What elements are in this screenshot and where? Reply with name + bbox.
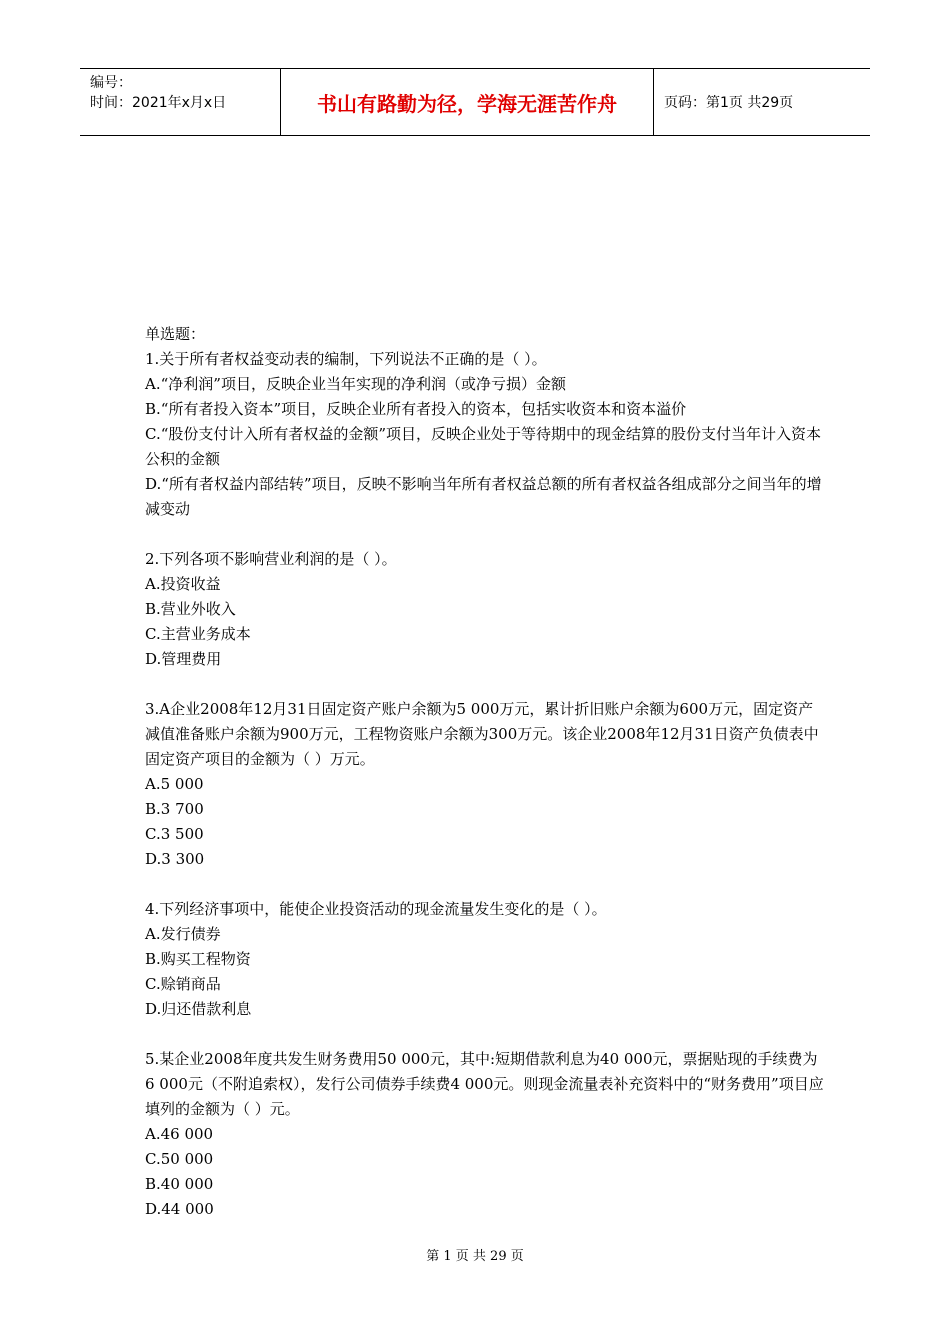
question-option: D.归还借款利息 [145,1000,252,1018]
header-meta [80,69,281,135]
question-3 [145,697,825,872]
document-body [145,322,825,1247]
question-option: A.5 000 [145,775,204,793]
question-5 [145,1047,825,1222]
question-list [145,347,825,1222]
question-option: B.营业外收入 [145,600,236,618]
time-label: 时间：2021年x月x日 [90,95,227,111]
question-option: A.发行债券 [145,925,221,943]
question-stem: 3.A企业2008年12月31日固定资产账户余额为5 000万元，累计折旧账户余额为600万元，固定资产减值准备账户余额为900万元，工程物资账户余额为300万元。该企业2008年12月31日资产负债表中固定资产项目的金额为（ ）万元。 [145,700,819,768]
question-stem: 5.某企业2008年度共发生财务费用50 000元，其中:短期借款利息为40 000元，票据贴现的手续费为6 000元（不附追索权），发行公司债券手续费4 000元。则现金流量表补充资料中的“财务费用”项目应填列的金额为（ ）元。 [145,1050,824,1118]
question-option: C.3 500 [145,825,204,843]
question-option: C.50 000 [145,1150,214,1168]
question-option: B.购买工程物资 [145,950,251,968]
question-stem: 4.下列经济事项中，能使企业投资活动的现金流量发生变化的是（ ）。 [145,900,607,918]
header-motto: 书山有路勤为径，学海无涯苦作舟 [281,69,654,135]
question-option: B.3 700 [145,800,204,818]
section-title: 单选题： [145,325,206,343]
question-option: D.“所有者权益内部结转”项目，反映不影响当年所有者权益总额的所有者权益各组成部分之间当年的增减变动 [145,475,822,518]
question-4 [145,897,825,1022]
question-1 [145,347,825,522]
question-2 [145,547,825,672]
question-stem: 2.下列各项不影响营业利润的是（ ）。 [145,550,397,568]
question-option: B.40 000 [145,1175,214,1193]
question-option: D.44 000 [145,1200,214,1218]
number-label: 编号： [90,75,132,91]
page-footer: 第 1 页 共 29 页 [426,1249,524,1264]
question-option: A.“净利润”项目，反映企业当年实现的净利润（或净亏损）金额 [145,375,566,393]
question-option: D.管理费用 [145,650,222,668]
question-option: C.主营业务成本 [145,625,251,643]
question-option: C.“股份支付计入所有者权益的金额”项目，反映企业处于等待期中的现金结算的股份支付当年计入资本公积的金额 [145,425,822,468]
header-page-info: 页码：第1页 共29页 [664,95,794,111]
question-option: B.“所有者投入资本”项目，反映企业所有者投入的资本，包括实收资本和资本溢价 [145,400,687,418]
question-stem: 1.关于所有者权益变动表的编制，下列说法不正确的是（ ）。 [145,350,547,368]
page-header [80,68,870,136]
question-option: A.46 000 [145,1125,214,1143]
question-option: A.投资收益 [145,575,221,593]
question-option: C.赊销商品 [145,975,221,993]
question-option: D.3 300 [145,850,205,868]
